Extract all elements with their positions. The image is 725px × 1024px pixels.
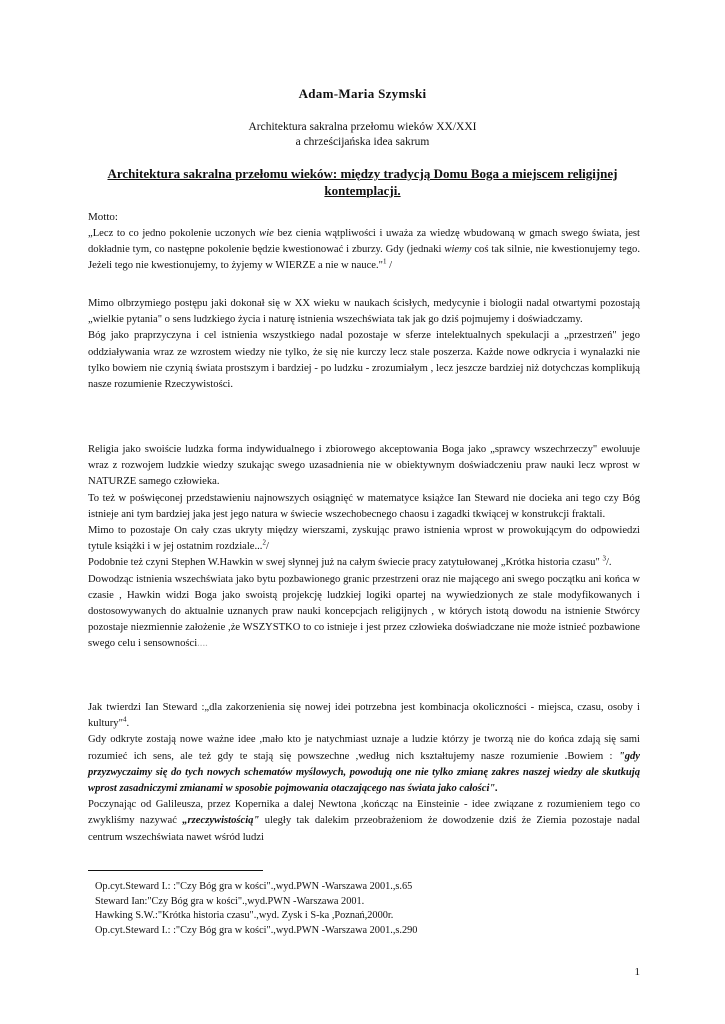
paragraph-3: Religia jako swoiście ludzka forma indywidualnego i zbiorowego akceptowania Boga jako „sprawcy wszechrzeczy" ewoluuje wraz z rozwojem ludzkie wiedzy szukając swego uzasadnienia nie w obiektywnym doświadczeniu praw nauki lecz wprost w NATURZE samego człowieka. — [88, 444, 640, 488]
page-number: 1 — [634, 966, 640, 978]
author-name: Adam-Maria Szymski — [298, 86, 427, 101]
motto-label: Motto: — [88, 211, 118, 223]
body-section-2 — [88, 442, 640, 653]
footnote-1: Op.cyt.Steward I.: :"Czy Bóg gra w kości".,wyd.PWN -Warszawa 2001.,s.65 — [95, 881, 413, 892]
body-section-1 — [88, 296, 640, 393]
subtitle-line-1: Architektura sakralna przełomu wieków XX/XXI — [248, 121, 477, 133]
paragraph-6: Podobnie też czyni Stephen W.Hawkin w swej słynnej już na całym świecie pracy zatytułowanej „Krótka historia czasu" $^3$/. — [88, 554, 612, 569]
document-title: Architektura sakralna przełomu wieków: między tradycją Domu Boga a miejscem religijnej kontemplacji. — [107, 166, 618, 198]
footnote-2: Steward Ian:"Czy Bóg gra w kości".,wyd.PWN -Warszawa 2001. — [95, 895, 365, 907]
footnotes — [95, 880, 635, 938]
paragraph-4: To też w poświęconej przedstawieniu najnowszych osiągnięć w matematyce książce Ian Steward nie docieka ani tego czy Bóg istnieje ani tym bardziej jaka jest jego natura w świecie wszechobecnego chaosu i zagadki tkwiącej w konstrukcji fraktali. — [88, 492, 640, 520]
footnote-3: Hawking S.W.:"Krótka historia czasu".,wyd. Zysk i S-ka ,Poznań,2000r. — [95, 910, 394, 922]
paragraph-10: Poczynając od Galileusza, przez Kopernika a dalej Newtona ,kończąc na Einsteinie - idee związane z rozumieniem tego co zwykliśmy nazywać „rzeczywistością" uległy tak dalekim przeobrażeniom że dowodzenie dziś że Ziemia pozostaje nadal centrum wszechświata nawet wśród ludzi — [88, 799, 640, 843]
paragraph-1: Mimo olbrzymiego postępu jaki dokonał się w XX wieku w naukach ścisłych, medycynie i biologii nadal otwartymi pozostają „wielkie pytania" o sens ludzkiego życia i naturę istnienia wszechświata tak jak go dziś pojmujemy i doświadczamy. — [88, 298, 640, 326]
paragraph-7: Dowodząc istnienia wszechświata jako bytu pozbawionego granic przestrzeni oraz nie mającego ani swego początku ani końca w czasie , Hawkin widzi Boga jako swoistą projekcję ludzkiej logiki opartej na wywiedzionych ze stale modyfikowanych i dostosowywanych do aktualnie uznanych praw nauki koncepcjach religijnych , w których istotą dowodu na istnienie Stwórcy pozostaje niezmiennie założenie ,że WSZYSTKO to co istnieje i jest przez człowieka doświadczane nie może istnieć pozbawione swego celu i sensowności.... — [88, 573, 640, 650]
paragraph-2: Bóg jako praprzyczyna i cel istnienia wszystkiego nadal pozostaje w sferze intelektualnych spekulacji a „przestrzeń" jego oddziaływania wraz ze wzrostem wiedzy nie tylko, że się nie kurczy lecz stale poszerza. Każde nowe odkrycia i wynalazki nie tylko bowiem nie czynią świata prostszym i bardziej - po ludzku - zrozumiałym , lecz jeszcze bardziej niż dotychczas komplikują nasze rozumienie Rzeczywistości. — [88, 330, 640, 391]
subtitle — [0, 120, 725, 150]
paragraph-5: Mimo to pozostaje On cały czas ukryty między wierszami, zyskując prawo istnienia wprost w prowokującym do odpowiedzi tytule książki i w jej ostatnim rozdziale...$^2$/ — [88, 525, 640, 553]
body-section-3 — [88, 700, 640, 846]
subtitle-line-2: a chrześcijańska idea sakrum — [295, 136, 430, 148]
footnote-separator — [88, 870, 263, 871]
footnote-4: Op.cyt.Steward I.: :"Czy Bóg gra w kości".,wyd.PWN -Warszawa 2001.,s.290 — [95, 924, 418, 936]
paragraph-8: Jak twierdzi Ian Steward :„dla zakorzenienia się nowej idei potrzebna jest kombinacja okoliczności - miejsca, czasu, osoby i kultury"$^4$. — [88, 702, 640, 730]
motto-quote: „Lecz to co jedno pokolenie uczonych wie bez cienia wątpliwości i uważa za wiedzę wbudowaną w gmach swego świata, jest dokładnie tym, co następne pokolenie będzie kwestionować i zburzy. Gdy (jednaki wiemy coś tak silnie, nie kwestionujemy tego. Jeżeli tego nie kwestionujemy, to żyjemy w WIERZE a nie w nauce."$^1$ / — [88, 228, 640, 271]
paragraph-9: Gdy odkryte zostają nowe ważne idee ,mało kto je natychmiast uznaje a ludzie którzy je tworzą nie do końca zdają się sami rozumieć ich sens, ale też gdy te stają się powszechne ,według nich kształtujemy nasze rozumienie .Bowiem : "gdy przyzwyczaimy się do tych nowych schematów myślowych, powodują one nie tylko zmianę zakres naszej wiedzy ale skutkują wprost zasadniczymi zmianami w sposobie pojmowania otaczającego nas świata jako całości". — [88, 734, 640, 795]
